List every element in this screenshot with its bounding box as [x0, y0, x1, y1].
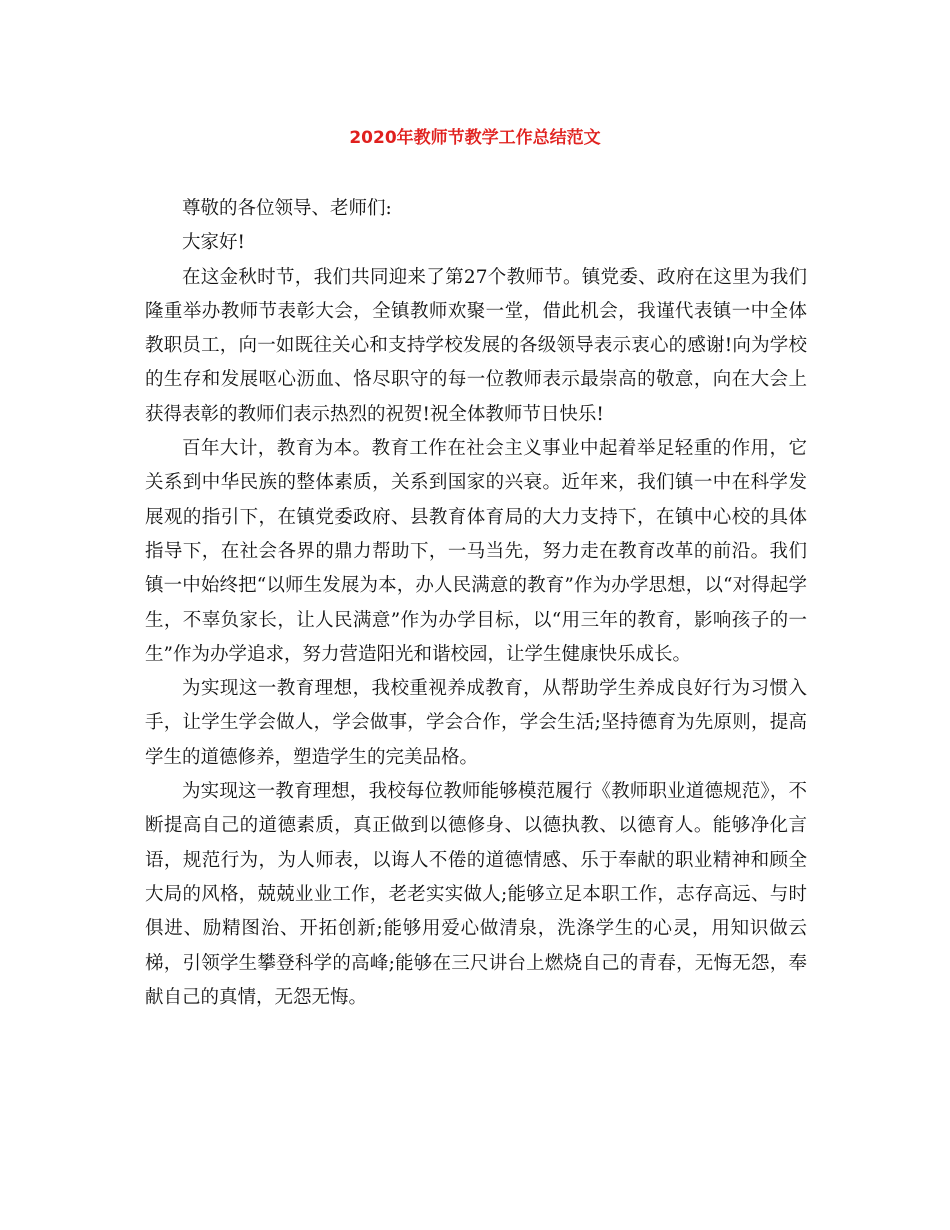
body-paragraph: 在这金秋时节，我们共同迎来了第27个教师节。镇党委、政府在这里为我们隆重举办教师节表彰大会，全镇教师欢聚一堂，借此机会，我谨代表镇一中全体教职员工，向一如既往关心和支持学校发展的各级领导表示衷心的感谢!向为学校的生存和发展呕心沥血、恪尽职守的每一位教师表示最崇高的敬意，向在大会上获得表彰的教师们表示热烈的祝贺!祝全体教师节日快乐! — [145, 266, 807, 425]
body-paragraph: 为实现这一教育理想，我校重视养成教育，从帮助学生养成良好行为习惯入手，让学生学会做人，学会做事，学会合作，学会生活;坚持德育为先原则，提高学生的道德修养，塑造学生的完美品格。 — [145, 678, 807, 768]
document-body — [145, 192, 807, 1015]
salutation-paragraph: 尊敬的各位领导、老师们: — [182, 198, 392, 219]
body-paragraph: 为实现这一教育理想，我校每位教师能够模范履行《教师职业道德规范》，不断提高自己的道德素质，真正做到以德修身、以德执教、以德育人。能够净化言语，规范行为，为人师表，以诲人不倦的道德情感、乐于奉献的职业精神和顾全大局的风格，兢兢业业工作，老老实实做人;能够立足本职工作，志存高远、与时俱进、励精图治、开拓创新;能够用爱心做清泉，洗涤学生的心灵，用知识做云梯，引领学生攀登科学的高峰;能够在三尺讲台上燃烧自己的青春，无悔无怨，奉献自己的真情，无怨无悔。 — [145, 781, 807, 1008]
page-title: 2020年教师节教学工作总结范文 — [349, 128, 601, 148]
greeting-paragraph: 大家好! — [182, 232, 245, 254]
body-paragraph: 百年大计，教育为本。教育工作在社会主义事业中起着举足轻重的作用，它关系到中华民族的整体素质，关系到国家的兴衰。近年来，我们镇一中在科学发展观的指引下，在镇党委政府、县教育体育局的大力支持下，在镇中心校的具体指导下，在社会各界的鼎力帮助下，一马当先，努力走在教育改革的前沿。我们镇一中始终把“以师生发展为本，办人民满意的教育”作为办学思想，以“对得起学生，不辜负家长，让人民满意”作为办学目标，以“用三年的教育，影响孩子的一生”作为办学追求，努力营造阳光和谐校园，让学生健康快乐成长。 — [145, 438, 807, 665]
